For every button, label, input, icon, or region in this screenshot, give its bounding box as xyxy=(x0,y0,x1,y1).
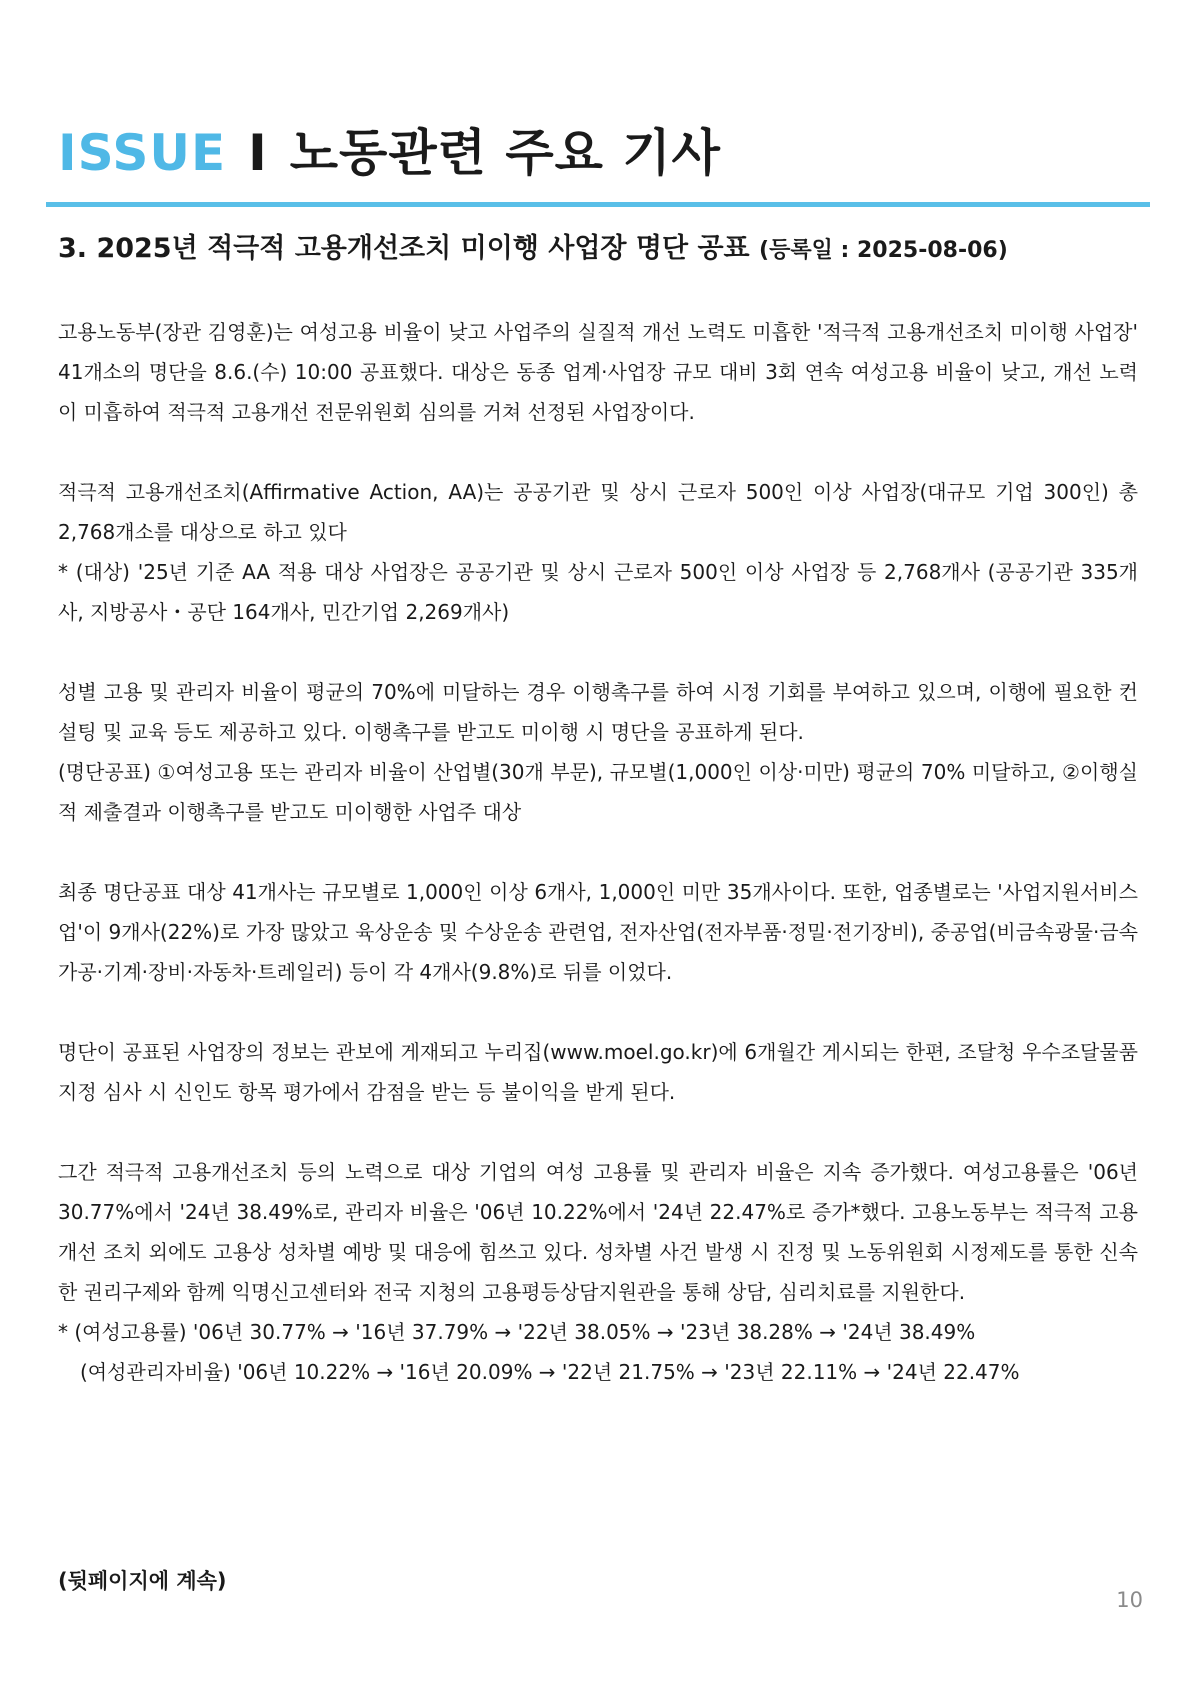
header-separator: I xyxy=(248,124,268,182)
note: * (여성고용률) '06년 30.77% → '16년 37.79% → '22년 38.05% → '23년 38.28% → '24년 38.49% xyxy=(58,1320,976,1344)
paragraph: (명단공표) ①여성고용 또는 관리자 비율이 산업별(30개 부문), 규모별(1,000인 이상·미만) 평균의 70% 미달하고, ②이행실적 제출결과 이행촉구를 받고도 미이행한 사업주 대상 xyxy=(58,760,1138,824)
note: * (대상) '25년 기준 AA 적용 대상 사업장은 공공기관 및 상시 근로자 500인 이상 사업장 등 2,768개사 (공공기관 335개사, 지방공사・공단 164개사, 민간기업 2,269개사) xyxy=(58,560,1138,624)
registration-date: (등록일 : 2025-08-06) xyxy=(759,238,1008,263)
issue-label: ISSUE xyxy=(58,124,227,182)
note: (여성관리자비율) '06년 10.22% → '16년 20.09% → '22년 21.75% → '23년 22.11% → '24년 22.47% xyxy=(80,1360,1020,1384)
paragraph: 그간 적극적 고용개선조치 등의 노력으로 대상 기업의 여성 고용률 및 관리자 비율은 지속 증가했다. 여성고용률은 '06년 30.77%에서 '24년 38.49%로, 관리자 비율은 '06년 10.22%에서 '24년 22.47%로 증가*했다. 고용노동부는 적극적 고용개선 조치 외에도 고용상 성차별 예방 및 대응에 힘쓰고 있다. 성차별 사건 발생 시 진정 및 노동위원회 시정제도를 통한 신속한 권리구제와 함께 익명신고센터와 전국 지청의 고용평등상담지원관을 통해 상담, 심리치료를 지원한다. xyxy=(58,1160,1138,1304)
header-rule xyxy=(46,202,1150,207)
header-title: 노동관련 주요 기사 xyxy=(289,124,721,182)
page-number: 10 xyxy=(1116,1588,1143,1612)
paragraph: 적극적 고용개선조치(Affirmative Action, AA)는 공공기관 및 상시 근로자 500인 이상 사업장(대규모 기업 300인) 총 2,768개소를 대상으로 하고 있다 xyxy=(58,480,1138,544)
paragraph: 고용노동부(장관 김영훈)는 여성고용 비율이 낮고 사업주의 실질적 개선 노력도 미흡한 '적극적 고용개선조치 미이행 사업장' 41개소의 명단을 8.6.(수) 10:00 공표했다. 대상은 동종 업계·사업장 규모 대비 3회 연속 여성고용 비율이 낮고, 개선 노력이 미흡하여 적극적 고용개선 전문위원회 심의를 거쳐 선정된 사업장이다. xyxy=(58,320,1138,424)
article-title xyxy=(58,226,1148,265)
continue-note: (뒷페이지에 계속) xyxy=(58,1569,227,1593)
article-heading: 3. 2025년 적극적 고용개선조치 미이행 사업장 명단 공표 xyxy=(58,233,750,264)
paragraph: 명단이 공표된 사업장의 정보는 관보에 게재되고 누리집(www.moel.go.kr)에 6개월간 게시되는 한편, 조달청 우수조달물품 지정 심사 시 신인도 항목 평가에서 감점을 받는 등 불이익을 받게 된다. xyxy=(58,1040,1138,1104)
paragraph: 성별 고용 및 관리자 비율이 평균의 70%에 미달하는 경우 이행촉구를 하여 시정 기회를 부여하고 있으며, 이행에 필요한 컨설팅 및 교육 등도 제공하고 있다. 이행촉구를 받고도 미이행 시 명단을 공표하게 된다. xyxy=(58,680,1138,744)
paragraph: 최종 명단공표 대상 41개사는 규모별로 1,000인 이상 6개사, 1,000인 미만 35개사이다. 또한, 업종별로는 '사업지원서비스업'이 9개사(22%)로 가장 많았고 육상운송 및 수상운송 관련업, 전자산업(전자부품·정밀·전기장비), 중공업(비금속광물·금속가공·기계·장비·자동차·트레일러) 등이 각 4개사(9.8%)로 뒤를 이었다. xyxy=(58,880,1138,984)
section-header xyxy=(58,124,721,182)
article-body xyxy=(58,312,1138,1392)
